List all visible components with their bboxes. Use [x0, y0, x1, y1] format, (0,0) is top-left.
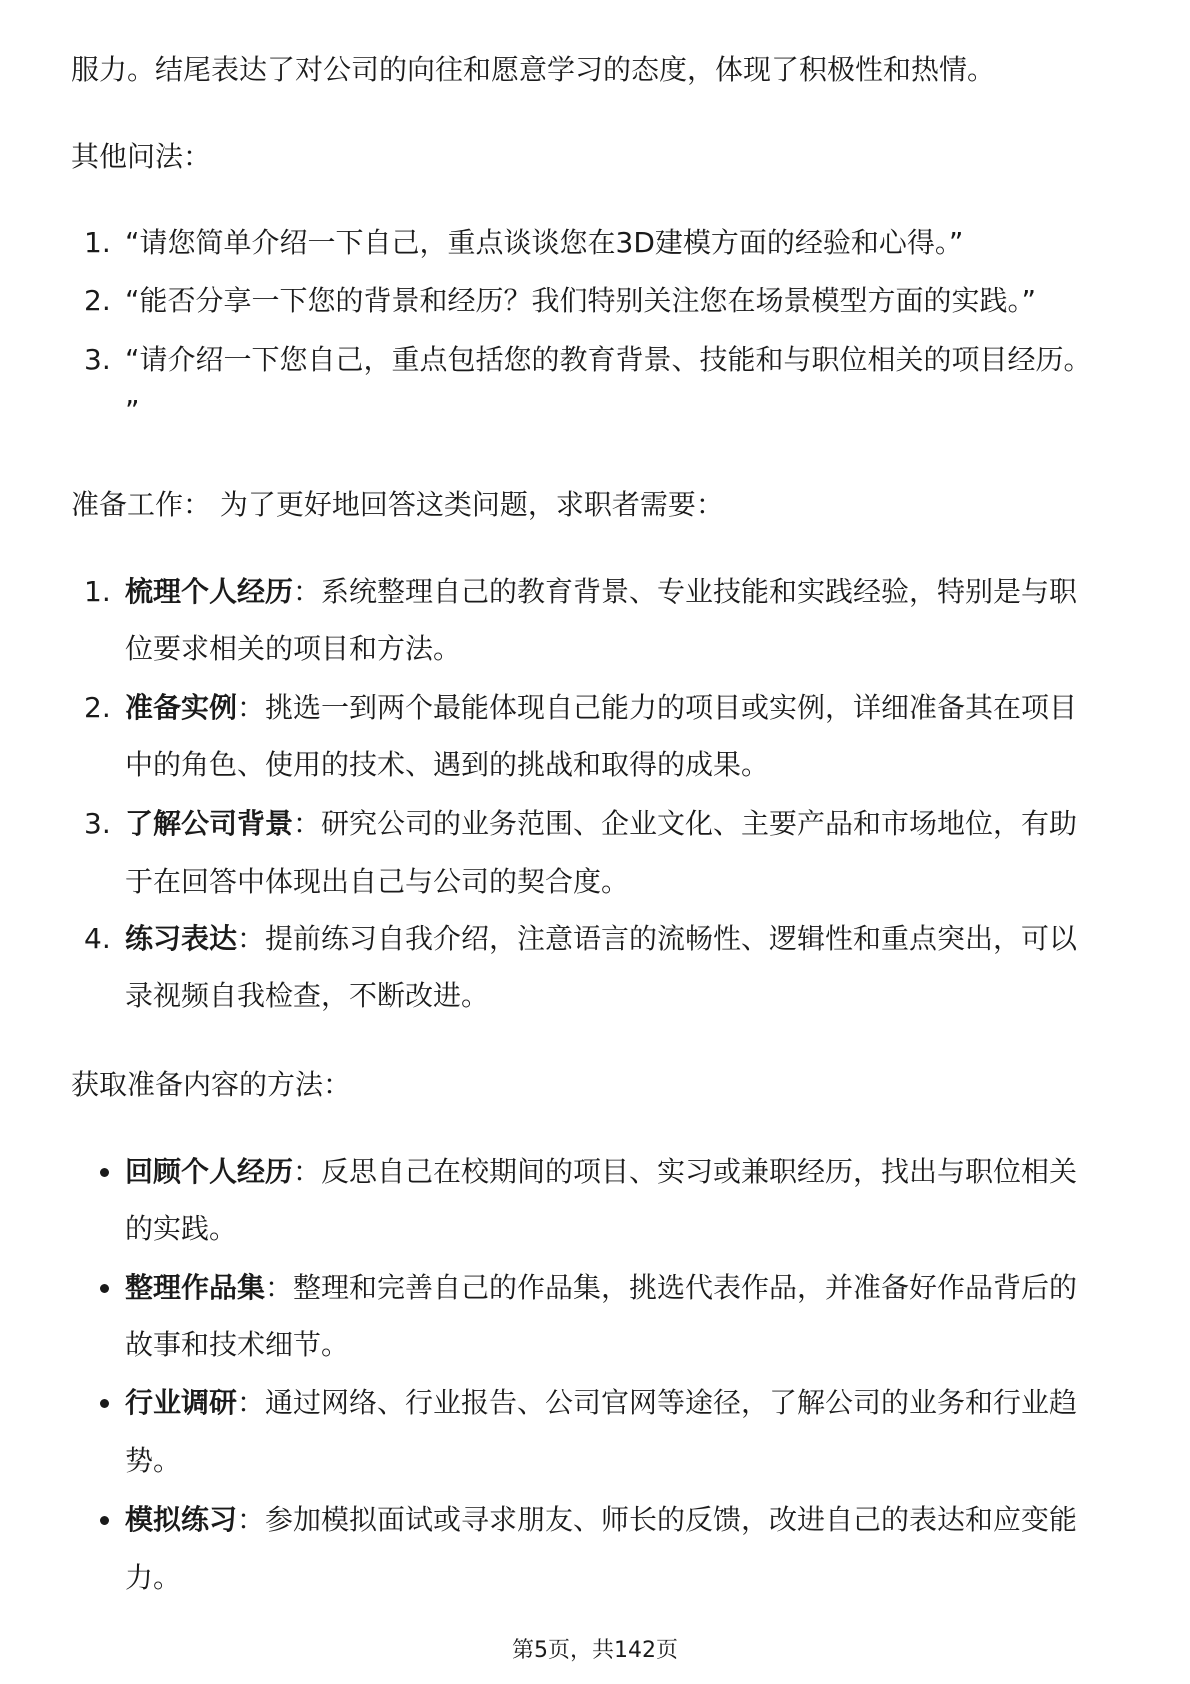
- preparation-heading: 准备工作： 为了更好地回答这类问题，求职者需要：: [71, 488, 724, 521]
- list-item-label: 准备实例: [125, 691, 238, 724]
- list-item-number: 4.: [84, 922, 111, 955]
- bullet-icon: [100, 1168, 109, 1177]
- intro-line: 服力。结尾表达了对公司的向往和愿意学习的态度，体现了积极性和热情。: [71, 53, 996, 86]
- list-item: [125, 1383, 1077, 1423]
- list-item-number: 2.: [84, 284, 111, 317]
- list-item-text-continued: 于在回答中体现出自己与公司的契合度。: [125, 865, 630, 898]
- page-footer: 第5页，共142页: [512, 1638, 678, 1663]
- list-item-text: ：提前练习自我介绍，注意语言的流畅性、逻辑性和重点突出，可以: [237, 922, 1078, 955]
- list-item-label: 了解公司背景: [125, 807, 294, 840]
- list-item: [125, 919, 1077, 959]
- list-item-text-continued: 录视频自我检查，不断改进。: [125, 979, 490, 1012]
- list-item-label: 模拟练习: [125, 1503, 238, 1536]
- list-item-label: 行业调研: [125, 1386, 238, 1419]
- list-item: [125, 572, 1077, 612]
- list-item-text: ：参加模拟面试或寻求朋友、师长的反馈，改进自己的表达和应变能: [237, 1503, 1078, 1536]
- list-item-text: “请介绍一下您自己，重点包括您的教育背景、技能和与职位相关的项目经历。: [125, 343, 1092, 376]
- list-item-number: 1.: [84, 575, 111, 608]
- list-item-text-continued: 故事和技术细节。: [125, 1328, 350, 1361]
- list-item: [125, 688, 1077, 728]
- list-item-number: 2.: [84, 691, 111, 724]
- list-item: [125, 1500, 1077, 1540]
- list-item-text: “请您简单介绍一下自己，重点谈谈您在3D建模方面的经验和心得。”: [125, 226, 964, 259]
- methods-heading: 获取准备内容的方法：: [71, 1068, 352, 1101]
- list-item-text: ：反思自己在校期间的项目、实习或兼职经历，找出与职位相关: [293, 1155, 1078, 1188]
- list-item-number: 3.: [84, 807, 111, 840]
- list-item-text: “能否分享一下您的背景和经历？我们特别关注您在场景模型方面的实践。”: [125, 284, 1037, 317]
- list-item-text-continued: 力。: [125, 1561, 182, 1594]
- list-item-label: 整理作品集: [125, 1271, 266, 1304]
- list-item-label: 回顾个人经历: [125, 1155, 294, 1188]
- list-item: [125, 1152, 1077, 1192]
- list-item-label: 梳理个人经历: [125, 575, 294, 608]
- list-item-label: 练习表达: [125, 922, 238, 955]
- list-item-text-continued: 位要求相关的项目和方法。: [125, 632, 462, 665]
- list-item-text: ：挑选一到两个最能体现自己能力的项目或实例，详细准备其在项目: [237, 691, 1078, 724]
- list-item-text-continued: 势。: [125, 1444, 182, 1477]
- bullet-icon: [100, 1516, 109, 1525]
- bullet-icon: [100, 1284, 109, 1293]
- list-item: [125, 804, 1077, 844]
- list-item-text: ：通过网络、行业报告、公司官网等途径，了解公司的业务和行业趋: [237, 1386, 1078, 1419]
- list-item-text: ：研究公司的业务范围、企业文化、主要产品和市场地位，有助: [293, 807, 1078, 840]
- list-item: [125, 1268, 1077, 1308]
- list-item-text: ：系统整理自己的教育背景、专业技能和实践经验，特别是与职: [293, 575, 1078, 608]
- bullet-icon: [100, 1399, 109, 1408]
- list-item-number: 1.: [84, 226, 111, 259]
- list-item-text-continued: 的实践。: [125, 1212, 238, 1245]
- list-item-number: 3.: [84, 343, 111, 376]
- other-questions-heading: 其他问法：: [71, 140, 212, 173]
- list-item-text-continued: ”: [125, 394, 140, 427]
- list-item-text: ：整理和完善自己的作品集，挑选代表作品，并准备好作品背后的: [265, 1271, 1078, 1304]
- list-item-text-continued: 中的角色、使用的技术、遇到的挑战和取得的成果。: [125, 748, 770, 781]
